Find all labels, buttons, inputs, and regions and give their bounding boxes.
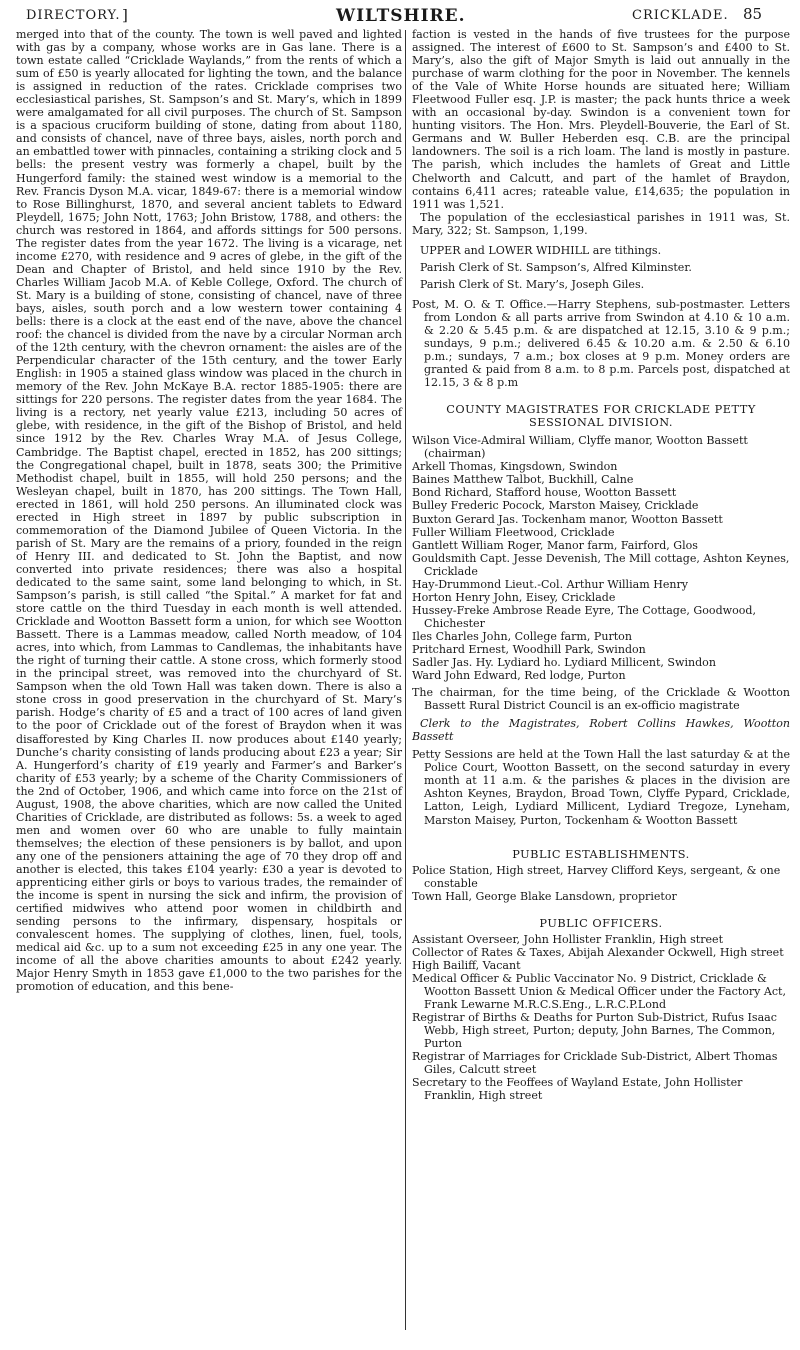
magistrate-entry: Bulley Frederic Pocock, Marston Maisey, Cricklade xyxy=(412,499,699,513)
left-column xyxy=(16,28,402,993)
magistrate-entry: Buxton Gerard Jas. Tockenham manor, Wootton Bassett xyxy=(412,512,723,526)
page-number: 85 xyxy=(743,5,763,23)
magistrate-entry: Iles Charles John, College farm, Purton xyxy=(412,629,632,643)
population-paragraph: The population of the ecclesiastical parishes in 1911 was, St. Mary, 322; St. Sampson, 1,199. xyxy=(412,210,790,237)
page-header xyxy=(0,0,800,30)
officer-entry: Registrar of Births & Deaths for Purton Sub-District, Rufus Isaac Webb, High street, Purton; deputy, John Barnes, The Common, Purton xyxy=(412,1011,777,1051)
parish-clerk-line: Parish Clerk of St. Sampson’s, Alfred Kilminster. xyxy=(420,260,692,274)
magistrate-entry: Gouldsmith Capt. Jesse Devenish, The Mill cottage, Ashton Keynes, Cricklade xyxy=(412,551,790,578)
magistrate-entry: Horton Henry John, Eisey, Cricklade xyxy=(412,590,616,604)
running-head-place: CRICKLADE. xyxy=(632,8,729,23)
magistrate-entry: Baines Matthew Talbot, Buckhill, Calne xyxy=(412,473,634,487)
magistrate-entry: Ward John Edward, Red lodge, Purton xyxy=(412,669,626,683)
officer-entry: Collector of Rates & Taxes, Abijah Alexander Ockwell, High street xyxy=(412,945,784,959)
magistrate-entry: Bond Richard, Stafford house, Wootton Bassett xyxy=(412,486,677,500)
running-head-left: DIRECTORY. xyxy=(26,8,121,23)
clerk-to-magistrates: Clerk to the Magistrates, Robert Collins Hawkes, Wootton Bassett xyxy=(412,717,790,744)
establishment-entry: Police Station, High street, Harvey Clifford Keys, sergeant, & one constable xyxy=(412,863,781,890)
magistrates-heading: COUNTY MAGISTRATES FOR CRICKLADE PETTY SESSIONAL DIVISION. xyxy=(446,403,756,430)
petty-sessions-note: Petty Sessions are held at the Town Hall the last saturday & at the Police Court, Wootton Bassett, on the second saturday in every month at 11 a.m. & the parishes & places in the division are Ashton Keynes, Braydon, Broad Town, Clyffe Pypard, Cricklade, Latton, Leigh, Lydiard Millicent, Lydiard Tregoze, Lyneham, Marston Maisey, Purton, Tockenham & Wootton Bassett xyxy=(412,748,790,827)
magistrate-entry: Sadler Jas. Hy. Lydiard ho. Lydiard Millicent, Swindon xyxy=(412,656,716,670)
post-office-entry: Post, M. O. & T. Office.—Harry Stephens, sub-postmaster. Letters from London & all parts arrive from Swindon at 4.10 & 10 a.m. & 2.20 & 5.45 p.m. & are dispatched at 12.15, 3.10 & 9 p.m.; sundays, 9 p.m.; delivered 6.45 & 10.20 a.m. & 2.50 & 6.10 p.m.; sundays, 7 a.m.; box closes at 9 p.m. Money orders are granted & paid from 8 a.m. to 8 p.m. Parcels post, dispatched at 12.15, 3 & 8 p.m xyxy=(412,297,790,390)
running-head-county: WILTSHIRE. xyxy=(336,6,466,26)
parish-clerk-line: Parish Clerk of St. Mary’s, Joseph Giles. xyxy=(420,277,645,291)
body-paragraph: merged into that of the county. The town is well paved and lighted with gas by a company, whose works are in Gas lane. There is a town estate called “Cricklade Waylands,” from the rents of which a sum of £50 is yearly allocated for lighting the town, and the balance is assigned in reduction of the rates. Cricklade comprises two ecclesiastical parishes, St. Sampson’s and St. Mary’s, which in 1899 were amalgamated for all civil purposes. The church of St. Sampson is a spacious cruciform building of stone, dating from about 1180, and consists of chancel, nave of three bays, aisles, north porch and an embattled tower with pinnacles, containing a striking clock and 5 bells: the present vestry was formerly a chapel, built by the Hungerford family: the stained west window is a memorial to the Rev. Francis Dyson M.A. vicar, 1849-67: there is a memorial window to Rose Billinghurst, 1870, and several ancient tablets to Edward Pleydell, 1675; John Nott, 1763; John Bristow, 1788, and others: the church was restored in 1864, and affords sittings for 500 persons. The register dates from the year 1672. The living is a vicarage, net income £270, with residence and 9 acres of glebe, in the gift of the Dean and Chapter of Bristol, and held since 1910 by the Rev. Charles William Jacob M.A. of Keble College, Oxford. The church of St. Mary is a building of stone, consisting of chancel, nave of three bays, aisles, south porch and a low western tower containing 4 bells: there is a clock at the east end of the nave, above the chancel roof: the chancel is divided from the nave by a circular Norman arch of the 12th century, with the chevron ornament: the aisles are of the Perpendicular character of the 15th century, and the tower Early English: in 1905 a stained glass window was placed in the church in memory of the Rev. John McKaye B.A. rector 1885-1905: there are sittings for 220 persons. The register dates from the year 1684. The living is a rectory, net yearly value £213, including 50 acres of glebe, with residence, in the gift of the Bishop of Bristol, and held since 1912 by the Rev. Charles Wray M.A. of Jesus College, Cambridge. The Baptist chapel, erected in 1852, has 200 sittings; the Congregational chapel, built in 1878, seats 300; the Primitive Methodist chapel, built in 1855, will hold 250 persons; and the Wesleyan chapel, built in 1870, has 200 sittings. The Town Hall, erected in 1861, will hold 250 persons. An illuminated clock was erected in High street in 1897 by public subscription in commemoration of the Diamond Jubilee of Queen Victoria. In the parish of St. Mary are the remains of a priory, founded in the reign of Henry III. and dedicated to St. John the Baptist, and now converted into private residences; there was also a hospital dedicated to the same saint, some land belonging to which, in St. Sampson’s parish, is still called “the Spital.” A market for fat and store cattle on the third Tuesday in each month is well attended. Cricklade and Wootton Bassett form a union, for which see Wootton Bassett. There is a Lammas meadow, called North meadow, of 104 acres, into which, from Lammas to Candlemas, the inhabitants have the right of turning their cattle. A stone cross, which formerly stood in the principal street, was removed into the churchyard of St. Sampson when the old Town Hall was taken down. There is also a stone cross in good preservation in the churchyard of St. Mary’s parish. Hodge’s charity of £5 and a tract of 100 acres of land given to the poor of Cricklade out of the forest of Braydon when it was disafforested by King Charles II. now produces about £140 yearly; Dunche’s charity consisting of lands producing about £23 a year; Sir A. Hungerford’s charity of £19 yearly and Farmer’s and Barker’s charity of £53 yearly; by a scheme of the Charity Commissioners of the 2nd of October, 1906, and which came into force on the 21st of August, 1908, the above charities, which are now called the United Charities of Cricklade, are distributed as follows: 5s. a week to aged men and women over 60 who are unable to fully maintain themselves; the election of these pensioners is by ballot, and upon any one of the pensioners attaining the age of 70 they drop off and another is elected, this takes £104 yearly: £30 a year is devoted to apprenticing either girls or boys to various trades, the remainder of the income is spent in nursing the sick and infirm, the provision of certified midwives who attend poor women in childbirth and sending persons to the infirmary, dispensary, hospitals or convalescent homes. The supplying of clothes, linen, fuel, tools, medical aid &c. up to a sum not exceeding £25 in any one year. The income of all the above charities amounts to about £242 yearly. Major Henry Smyth in 1853 gave £1,000 to the two parishes for the promotion of education, and this bene- xyxy=(16,28,402,994)
magistrate-entry: Wilson Vice-Admiral William, Clyffe manor, Wootton Bassett (chairman) xyxy=(412,434,748,461)
magistrate-entry: Pritchard Ernest, Woodhill Park, Swindon xyxy=(412,642,646,656)
establishment-entry: Town Hall, George Blake Lansdown, proprietor xyxy=(412,889,677,903)
public-establishments-heading: PUBLIC ESTABLISHMENTS. xyxy=(512,847,690,861)
officer-entry: Secretary to the Feoffees of Wayland Estate, John Hollister Franklin, High street xyxy=(412,1076,743,1103)
running-head-bracket: ] xyxy=(122,6,128,24)
officer-entry: High Bailiff, Vacant xyxy=(412,958,521,972)
officer-entry: Assistant Overseer, John Hollister Franklin, High street xyxy=(412,932,724,946)
magistrate-entry: Fuller William Fleetwood, Cricklade xyxy=(412,525,615,539)
public-officers-heading: PUBLIC OFFICERS. xyxy=(539,916,663,930)
tithings-line: UPPER and LOWER WIDHILL are tithings. xyxy=(420,243,662,257)
column-divider xyxy=(405,30,406,1330)
magistrate-entry: Hay-Drummond Lieut.-Col. Arthur William Henry xyxy=(412,577,688,591)
magistrate-entry: Arkell Thomas, Kingsdown, Swindon xyxy=(412,460,618,474)
officer-entry: Registrar of Marriages for Cricklade Sub-District, Albert Thomas Giles, Calcutt street xyxy=(412,1050,778,1077)
magistrate-entry: Hussey-Freke Ambrose Reade Eyre, The Cottage, Goodwood, Chichester xyxy=(412,603,756,630)
ex-officio-note: The chairman, for the time being, of the Cricklade & Wootton Bassett Rural District Council is an ex-officio magistrate xyxy=(412,686,790,713)
officer-entry: Medical Officer & Public Vaccinator No. 9 District, Cricklade & Wootton Bassett Union & Medical Officer under the Factory Act, Frank Lewarne M.R.C.S.Eng., L.R.C.P.Lond xyxy=(412,971,786,1011)
body-paragraph: faction is vested in the hands of five trustees for the purpose assigned. The interest of £600 to St. Sampson’s and £400 to St. Mary’s, also the gift of Major Smyth is laid out annually in the purchase of warm clothing for the poor in November. The kennels of the Vale of White Horse hounds are situated here; William Fleetwood Fuller esq. J.P. is master; the pack hunts thrice a week with an occasional by-day. Swindon is a convenient town for hunting visitors. The Hon. Mrs. Pleydell-Bouverie, the Earl of St. Germans and W. Buller Heberden esq. C.B. are the principal landowners. The soil is a rich loam. The land is mostly in pasture. The parish, which includes the hamlets of Great and Little Chelworth and Calcutt, and part of the hamlet of Braydon, contains 6,411 acres; rateable value, £14,635; the population in 1911 was 1,521. xyxy=(412,28,790,211)
right-column xyxy=(412,28,790,1102)
magistrate-entry: Gantlett William Roger, Manor farm, Fairford, Glos xyxy=(412,538,698,552)
